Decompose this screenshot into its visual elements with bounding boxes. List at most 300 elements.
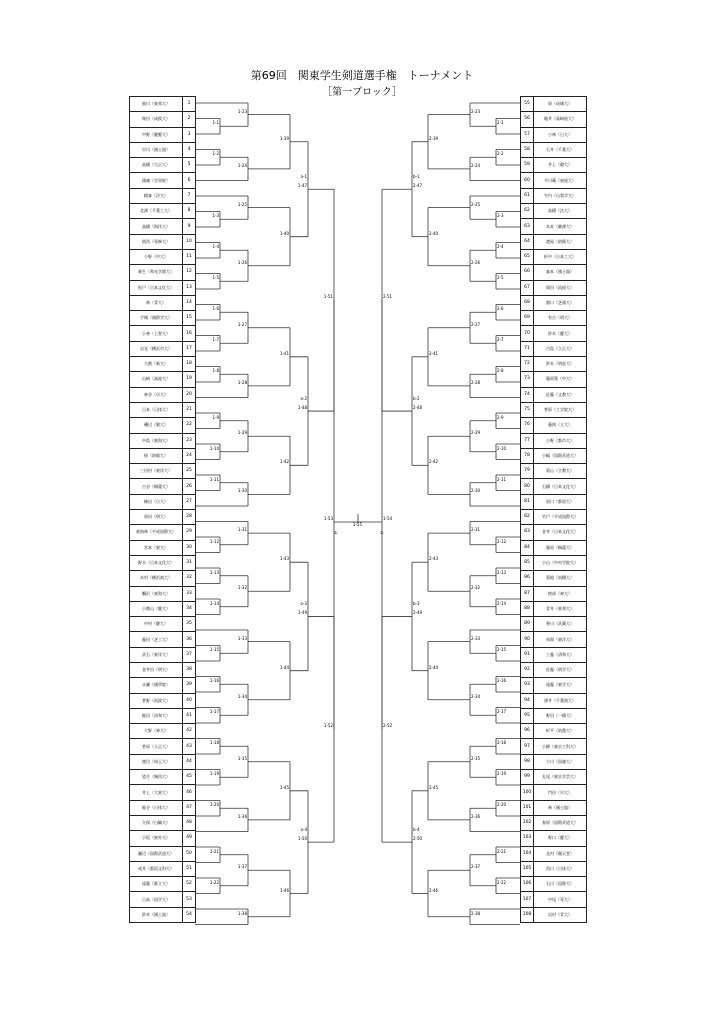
player-number: 78 (521, 448, 534, 463)
match-label: 2-17 (497, 709, 507, 715)
player-name: 鈴木（國士舘） (130, 907, 183, 922)
match-label: 2-2 (497, 151, 504, 157)
match-label: 2-12 (497, 538, 507, 544)
match-label: 2-14 (497, 600, 507, 606)
player-number: 60 (521, 173, 534, 188)
match-label: 2-4 (497, 244, 504, 250)
match-label: 2-29 (471, 430, 481, 436)
player-name: 大熊（新大） (130, 357, 183, 372)
match-label: 1-8 (212, 368, 219, 374)
player-number: 14 (183, 295, 196, 310)
player-number: 71 (521, 341, 534, 356)
match-label: 2-52 (383, 723, 393, 729)
player-name: 鈴木（明星大） (534, 357, 587, 372)
match-label: 1-28 (237, 379, 247, 385)
player-name: 菅原（工学院大） (534, 402, 587, 417)
player-name: 高橋（海洋大） (130, 219, 183, 234)
match-label: 2-44 (429, 664, 439, 670)
player-name: 大野（神大） (130, 724, 183, 739)
player-name: 原田（明大） (130, 510, 183, 525)
match-label: ① (334, 530, 338, 535)
player-number: 55 (521, 97, 534, 112)
player-number: 99 (521, 770, 534, 785)
match-label: b-2 (413, 396, 420, 402)
player-name: 藤原篤（中大） (534, 372, 587, 387)
match-label: 1-45 (279, 784, 289, 790)
player-name: 高橋（法大） (534, 204, 587, 219)
player-name: 北村（順天堂） (534, 846, 587, 861)
match-label: 2-6 (497, 306, 504, 312)
player-number: 33 (183, 586, 196, 601)
player-name: 神谷（早大） (130, 387, 183, 402)
match-label: 1-10 (209, 445, 219, 451)
player-number: 52 (183, 877, 196, 892)
player-name: 林（國士舘） (534, 800, 587, 815)
player-number: 43 (183, 739, 196, 754)
player-number: 83 (521, 525, 534, 540)
player-number: 13 (183, 280, 196, 295)
match-label: a-1 (300, 174, 307, 180)
player-name: 東海林（平成国際大） (130, 525, 183, 540)
player-number: 49 (183, 831, 196, 846)
player-number: 108 (521, 907, 534, 922)
player-number: 35 (183, 617, 196, 632)
player-name: 久保（白鷗大） (130, 815, 183, 830)
match-label: 2-7 (497, 337, 504, 343)
player-number: 46 (183, 785, 196, 800)
player-name: 佐藤（文教大） (534, 387, 587, 402)
match-label: 2-50 (413, 836, 423, 842)
player-number: 27 (183, 494, 196, 509)
player-name: 馬場（東洋大） (534, 632, 587, 647)
player-name: 春原（国際武道大） (534, 815, 587, 830)
page-title: 第69回 関東学生剣道選手権 トーナメント (250, 69, 474, 82)
player-name: 小嶋（国際武道大） (534, 448, 587, 463)
player-name: 永瀬（國學院） (130, 678, 183, 693)
player-name: 瀬辺（国際武道大） (130, 846, 183, 861)
match-label: 1-7 (212, 337, 219, 343)
player-name: 遠藤（都立大） (130, 877, 183, 892)
player-name: 岡西（専修大） (130, 234, 183, 249)
player-number: 36 (183, 632, 196, 647)
match-label: 1-34 (237, 693, 247, 699)
match-label: 1-16 (209, 678, 219, 684)
match-label: 1-9 (212, 414, 219, 420)
match-label: a-4 (300, 827, 307, 833)
player-name: 北澤（千葉工大） (130, 204, 183, 219)
player-name: 戒井（都留文科大） (130, 861, 183, 876)
player-number: 41 (183, 708, 196, 723)
player-name: 木本（駒澤大） (534, 219, 587, 234)
player-name: 井上（大東大） (130, 785, 183, 800)
player-name: 竹戸（平成国際大） (534, 510, 587, 525)
match-label: 2-51 (383, 294, 393, 300)
player-number: 84 (521, 540, 534, 555)
player-number: 91 (521, 647, 534, 662)
player-name: 石井（千葉大） (534, 142, 587, 157)
player-number: 98 (521, 754, 534, 769)
player-number: 63 (521, 219, 534, 234)
match-label: 1-44 (279, 664, 289, 670)
player-number: 39 (183, 678, 196, 693)
player-number: 70 (521, 326, 534, 341)
player-number: 72 (521, 357, 534, 372)
player-name: 香川（武蔵大） (534, 617, 587, 632)
match-label: 2-35 (471, 755, 481, 761)
player-number: 82 (521, 510, 534, 525)
match-label: 1-41 (279, 350, 289, 356)
player-number: 62 (521, 204, 534, 219)
player-number: 104 (521, 846, 534, 861)
player-name: 石川（国際大） (534, 877, 587, 892)
player-name: 井上（駿大） (534, 158, 587, 173)
player-number: 28 (183, 510, 196, 525)
player-name: 小林（日大） (534, 127, 587, 142)
player-number: 58 (521, 142, 534, 157)
match-label: 1-46 (279, 887, 289, 893)
match-label: 2-8 (497, 368, 504, 374)
player-number: 102 (521, 815, 534, 830)
match-label: 2-47 (413, 183, 423, 189)
player-name: 手城（國際学大） (130, 311, 183, 326)
player-number: 87 (521, 586, 534, 601)
match-label: 1-54 (383, 516, 393, 521)
match-label: 2-27 (471, 321, 481, 327)
match-label: 1-13 (209, 569, 219, 575)
match-label: 1-25 (237, 201, 247, 207)
player-name: 亀井（高崎経大） (534, 112, 587, 127)
player-number: 15 (183, 311, 196, 326)
player-name: 渡屋（防衛大） (534, 234, 587, 249)
player-name: 平川蔵（東経大） (534, 173, 587, 188)
match-label: 1-11 (209, 476, 219, 482)
player-number: 97 (521, 739, 534, 754)
player-number: 95 (521, 708, 534, 723)
match-label: 1-3 (212, 213, 219, 219)
player-number: 2 (183, 112, 196, 127)
player-number: 12 (183, 265, 196, 280)
player-name: 高橋（大正大） (130, 158, 183, 173)
player-name: 宮本（東大） (130, 540, 183, 555)
player-number: 34 (183, 601, 196, 616)
player-number: 57 (521, 127, 534, 142)
match-label: 2-20 (497, 802, 507, 808)
match-label: 1-18 (209, 740, 219, 746)
match-label: 2-28 (471, 379, 481, 385)
player-name: 古島（立正大） (534, 341, 587, 356)
player-number: 75 (521, 402, 534, 417)
match-label: 2-26 (471, 259, 481, 265)
match-label: 1-47 (297, 183, 307, 189)
match-label: b-4 (413, 827, 420, 833)
player-number: 65 (521, 249, 534, 264)
player-number: 103 (521, 831, 534, 846)
player-number: 77 (521, 433, 534, 448)
match-label: 2-34 (471, 693, 481, 699)
match-label: 1-31 (237, 527, 247, 533)
match-label: 2-16 (497, 678, 507, 684)
player-number: 64 (521, 234, 534, 249)
match-label: 1-17 (209, 709, 219, 715)
player-number: 47 (183, 800, 196, 815)
player-name: 稲森（法大） (130, 188, 183, 203)
match-label: 1-40 (279, 230, 289, 236)
match-label: 2-3 (497, 213, 504, 219)
player-number: 40 (183, 693, 196, 708)
player-name: 渡辺（埼玉大） (130, 754, 183, 769)
player-number: 80 (521, 479, 534, 494)
player-number: 16 (183, 326, 196, 341)
player-name: 磯辺（駿大） (130, 418, 183, 433)
player-number: 59 (521, 158, 534, 173)
match-label: 2-31 (471, 527, 481, 533)
player-number: 74 (521, 387, 534, 402)
player-number: 6 (183, 173, 196, 188)
match-label: 2-48 (413, 405, 423, 411)
player-number: 23 (183, 433, 196, 448)
player-name: 小川（国連大） (534, 754, 587, 769)
player-name: 小善（上智大） (130, 326, 183, 341)
match-label: 1-24 (237, 162, 247, 168)
player-name: 金井（日本文化大） (534, 525, 587, 540)
player-name: 権田（日大） (130, 494, 183, 509)
player-name: 小山（中央学院大） (534, 555, 587, 570)
player-name: 古谷（桐蔭大） (130, 479, 183, 494)
match-label: 2-38 (471, 910, 481, 916)
player-name: 門田（早大） (534, 785, 587, 800)
match-label: 1-15 (209, 647, 219, 653)
player-number: 69 (521, 311, 534, 326)
match-label: 1-55 (352, 522, 362, 527)
match-label: 1-38 (237, 910, 247, 916)
player-number: 81 (521, 494, 534, 509)
match-label: 2-1 (497, 120, 504, 126)
player-number: 20 (183, 387, 196, 402)
player-number: 107 (521, 892, 534, 907)
player-number: 29 (183, 525, 196, 540)
player-name: 菅野（筑波大） (130, 693, 183, 708)
player-number: 92 (521, 662, 534, 677)
match-label: 2-40 (429, 230, 439, 236)
match-label: 1-19 (209, 771, 219, 777)
player-name: 野田（一橋大） (534, 708, 587, 723)
player-name: 綾部（神大） (534, 586, 587, 601)
player-number: 5 (183, 158, 196, 173)
match-label: 2-5 (497, 275, 504, 281)
match-label: b-3 (413, 601, 420, 607)
player-number: 105 (521, 861, 534, 876)
player-number: 38 (183, 662, 196, 677)
player-name: 桜（防衛大） (130, 448, 183, 463)
player-number: 44 (183, 754, 196, 769)
match-label: 2-45 (429, 784, 439, 790)
player-number: 9 (183, 219, 196, 234)
match-label: 1-51 (323, 294, 333, 300)
player-name: 原口（都留大） (534, 494, 587, 509)
match-label: 2-11 (497, 476, 507, 482)
player-name: 折平（筑農大） (534, 724, 587, 739)
player-name: 森本（國士舘） (534, 265, 587, 280)
player-name: 有吉（明大） (534, 311, 587, 326)
match-label: 1-53 (323, 516, 333, 521)
block-subtitle: ［第一ブロック］ (322, 87, 402, 98)
match-label: 2-25 (471, 201, 481, 207)
player-name: 小坂（東外大） (130, 831, 183, 846)
player-name: 中村（慶大） (130, 617, 183, 632)
player-name: 菊山（立教大） (534, 464, 587, 479)
player-name: 工藤（清和大） (534, 647, 587, 662)
match-label: 2-13 (497, 569, 507, 575)
match-label: 1-27 (237, 321, 247, 327)
player-name: 佐藤（明学大） (534, 662, 587, 677)
player-name: 藤田（芝工大） (130, 632, 183, 647)
player-number: 8 (183, 204, 196, 219)
player-number: 93 (521, 678, 534, 693)
match-label: 1-29 (237, 430, 247, 436)
player-name: 日本（日体大） (130, 402, 183, 417)
player-name: 早川（國士舘） (130, 142, 183, 157)
player-number: 61 (521, 188, 534, 203)
player-number: 90 (521, 632, 534, 647)
match-label: 2-18 (497, 740, 507, 746)
player-name: 中野（慶應大） (130, 127, 183, 142)
player-name: 野水（日本文化大） (130, 555, 183, 570)
player-name: 小野（都市大） (534, 433, 587, 448)
match-label: 1-37 (237, 864, 247, 870)
player-number: 101 (521, 800, 534, 815)
player-name: 鵬沢（東海大） (130, 586, 183, 601)
player-number: 68 (521, 295, 534, 310)
match-label: 2-24 (471, 162, 481, 168)
player-name: 岩光（横浜市大） (130, 341, 183, 356)
match-label: 1-43 (279, 556, 289, 562)
player-name: 望月（城西大） (130, 770, 183, 785)
player-number: 56 (521, 112, 534, 127)
player-number: 42 (183, 724, 196, 739)
player-number: 94 (521, 693, 534, 708)
player-name: 中島（東海大） (130, 433, 183, 448)
match-label: a-3 (300, 601, 307, 607)
player-number: 1 (183, 97, 196, 112)
player-number: 37 (183, 647, 196, 662)
match-label: 1-39 (279, 135, 289, 141)
player-name: 猿川（東邦大） (130, 97, 183, 112)
player-number: 19 (183, 372, 196, 387)
player-name: 萩生（和光学園大） (130, 265, 183, 280)
player-number: 51 (183, 861, 196, 876)
match-label: 1-1 (212, 120, 219, 126)
player-name: 藤原（桐蔭大） (534, 540, 587, 555)
player-number: 4 (183, 142, 196, 157)
player-number: 32 (183, 571, 196, 586)
player-number: 22 (183, 418, 196, 433)
player-number: 85 (521, 555, 534, 570)
player-number: 30 (183, 540, 196, 555)
player-name: 原（成城大） (534, 97, 587, 112)
player-number: 3 (183, 127, 196, 142)
player-name: 澤井（千葉商大） (534, 693, 587, 708)
player-number: 89 (521, 617, 534, 632)
match-label: 2-10 (497, 445, 507, 451)
player-number: 17 (183, 341, 196, 356)
match-label: 1-14 (209, 600, 219, 606)
match-label: 1-49 (297, 610, 307, 616)
match-label: 1-26 (237, 259, 247, 265)
player-number: 67 (521, 280, 534, 295)
player-name: 折中（日本工大） (534, 249, 587, 264)
player-number: 45 (183, 770, 196, 785)
player-name: 三田村（東洋大） (130, 464, 183, 479)
player-number: 79 (521, 464, 534, 479)
match-label: 2-37 (471, 864, 481, 870)
player-name: 岡田（流経大） (534, 280, 587, 295)
player-name: 小柳（東京工科大） (534, 739, 587, 754)
player-number: 25 (183, 464, 196, 479)
player-name: 竹内（山梨学大） (534, 188, 587, 203)
match-label: 2-49 (413, 610, 423, 616)
player-name: 國廣（学習院） (130, 173, 183, 188)
match-label: 1-12 (209, 538, 219, 544)
match-label: 1-6 (212, 306, 219, 312)
match-label: 1-2 (212, 151, 219, 157)
match-label: 1-32 (237, 585, 247, 591)
match-label: 2-43 (429, 556, 439, 562)
player-number: 96 (521, 724, 534, 739)
match-label: 2-30 (471, 488, 481, 494)
player-number: 76 (521, 418, 534, 433)
player-name: 野口（慶大） (534, 831, 587, 846)
player-name: 金井田（明大） (130, 662, 183, 677)
match-label: 1-20 (209, 802, 219, 808)
player-number: 48 (183, 815, 196, 830)
player-name: 林（青大） (130, 295, 183, 310)
player-name: 木村（横浜商大） (130, 571, 183, 586)
player-number: 66 (521, 265, 534, 280)
player-name: 小熊山（慶大） (130, 601, 183, 616)
match-label: 1-4 (212, 244, 219, 250)
player-number: 50 (183, 846, 196, 861)
player-name: 飯田（清和大） (130, 708, 183, 723)
player-name: 武石（東洋大） (130, 647, 183, 662)
player-name: 藤岡（立大） (534, 418, 587, 433)
match-label: 2-21 (497, 848, 507, 854)
match-label: 1-5 (212, 275, 219, 281)
match-label: a-2 (300, 396, 307, 402)
player-name: 鈴木（慶大） (534, 326, 587, 341)
player-number: 100 (521, 785, 534, 800)
player-number: 21 (183, 402, 196, 417)
player-name: 石橋（日本文化大） (534, 479, 587, 494)
match-label: 1-48 (297, 405, 307, 411)
player-name: 菊地（筑橋大） (534, 571, 587, 586)
player-name: 中尾（専大） (534, 892, 587, 907)
player-name: 岩村（青大） (534, 907, 587, 922)
match-label: 2-23 (471, 108, 481, 114)
player-name: 小野（中大） (130, 249, 183, 264)
player-name: 日高（国学大） (130, 892, 183, 907)
match-label: 1-42 (279, 459, 289, 465)
match-label: 1-30 (237, 488, 247, 494)
player-number: 10 (183, 234, 196, 249)
player-number: 73 (521, 372, 534, 387)
player-number: 88 (521, 601, 534, 616)
player-name: 遠藤（東学大） (534, 678, 587, 693)
match-label: 2-9 (497, 414, 504, 420)
player-number: 24 (183, 448, 196, 463)
player-name: 丸尾（東京学芸大） (534, 770, 587, 785)
match-label: b-1 (413, 174, 420, 180)
match-label: 2-42 (429, 459, 439, 465)
